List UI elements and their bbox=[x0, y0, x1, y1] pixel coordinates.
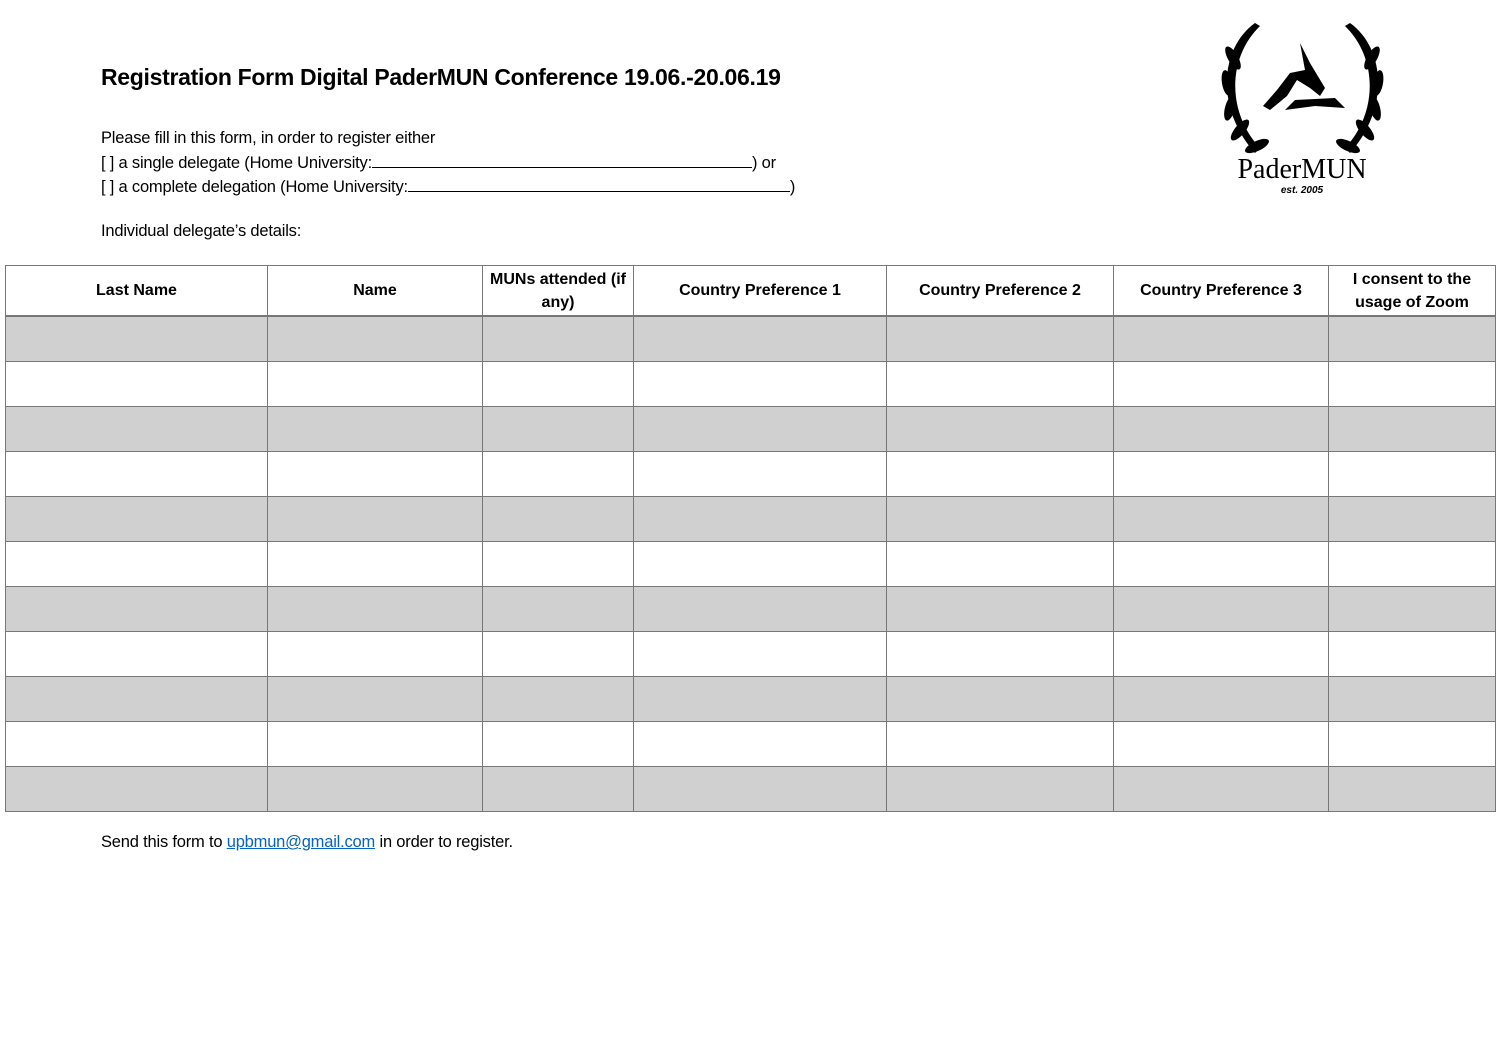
table-row bbox=[6, 497, 1496, 542]
footer-suffix: in order to register. bbox=[375, 833, 513, 851]
table-cell[interactable] bbox=[6, 316, 268, 362]
table-cell[interactable] bbox=[268, 677, 483, 722]
details-label: Individual delegate’s details: bbox=[101, 222, 302, 240]
table-cell[interactable] bbox=[6, 362, 268, 407]
single-delegate-option bbox=[101, 151, 795, 176]
table-cell[interactable] bbox=[887, 722, 1114, 767]
table-cell[interactable] bbox=[6, 497, 268, 542]
table-cell[interactable] bbox=[1329, 497, 1496, 542]
email-link[interactable]: upbmun@gmail.com bbox=[226, 833, 376, 851]
table-cell[interactable] bbox=[1114, 407, 1329, 452]
header-country-pref-2: Country Preference 2 bbox=[887, 266, 1114, 317]
table-cell[interactable] bbox=[1114, 677, 1329, 722]
table-cell[interactable] bbox=[887, 677, 1114, 722]
header-country-pref-3: Country Preference 3 bbox=[1114, 266, 1329, 317]
table-cell[interactable] bbox=[268, 542, 483, 587]
table-cell[interactable] bbox=[483, 452, 634, 497]
table-cell[interactable] bbox=[1114, 452, 1329, 497]
intro-text: Please fill in this form, in order to register either bbox=[101, 129, 436, 147]
table-cell[interactable] bbox=[483, 316, 634, 362]
table-cell[interactable] bbox=[1329, 677, 1496, 722]
table-cell[interactable] bbox=[483, 632, 634, 677]
table-cell[interactable] bbox=[1114, 316, 1329, 362]
table-cell[interactable] bbox=[6, 632, 268, 677]
table-cell[interactable] bbox=[634, 587, 887, 632]
table-cell[interactable] bbox=[1329, 542, 1496, 587]
table-cell[interactable] bbox=[268, 452, 483, 497]
table-cell[interactable] bbox=[1114, 497, 1329, 542]
table-cell[interactable] bbox=[887, 587, 1114, 632]
table-cell[interactable] bbox=[268, 722, 483, 767]
padermun-logo bbox=[1215, 18, 1390, 198]
delegation-university-field[interactable] bbox=[408, 175, 790, 192]
table-cell[interactable] bbox=[268, 316, 483, 362]
header-zoom-consent: I consent to the usage of Zoom bbox=[1329, 266, 1496, 317]
table-cell[interactable] bbox=[887, 767, 1114, 812]
figures-icon bbox=[1263, 43, 1345, 110]
table-cell[interactable] bbox=[483, 407, 634, 452]
table-row bbox=[6, 407, 1496, 452]
delegate-table bbox=[5, 265, 1496, 812]
table-cell[interactable] bbox=[268, 497, 483, 542]
table-cell[interactable] bbox=[1114, 362, 1329, 407]
table-row bbox=[6, 722, 1496, 767]
table-cell[interactable] bbox=[483, 542, 634, 587]
table-cell[interactable] bbox=[483, 677, 634, 722]
svg-text:PaderMUN: PaderMUN bbox=[1237, 154, 1367, 185]
table-row bbox=[6, 632, 1496, 677]
single-delegate-label: [ ] a single delegate (Home University: bbox=[101, 153, 372, 172]
single-suffix: ) or bbox=[752, 153, 776, 172]
table-cell[interactable] bbox=[268, 362, 483, 407]
table-cell[interactable] bbox=[268, 407, 483, 452]
table-cell[interactable] bbox=[6, 587, 268, 632]
table-cell[interactable] bbox=[634, 362, 887, 407]
table-cell[interactable] bbox=[1329, 722, 1496, 767]
table-cell[interactable] bbox=[887, 407, 1114, 452]
footer-prefix: Send this form to bbox=[101, 833, 227, 851]
table-cell[interactable] bbox=[634, 407, 887, 452]
table-row bbox=[6, 677, 1496, 722]
table-cell[interactable] bbox=[6, 452, 268, 497]
footer-note bbox=[101, 833, 513, 852]
table-cell[interactable] bbox=[634, 632, 887, 677]
table-cell[interactable] bbox=[634, 497, 887, 542]
table-cell[interactable] bbox=[268, 587, 483, 632]
table-cell[interactable] bbox=[634, 677, 887, 722]
table-row bbox=[6, 362, 1496, 407]
delegation-suffix: ) bbox=[789, 178, 796, 196]
table-cell[interactable] bbox=[1114, 542, 1329, 587]
table-cell[interactable] bbox=[1114, 587, 1329, 632]
table-cell[interactable] bbox=[483, 767, 634, 812]
registration-intro bbox=[101, 127, 795, 200]
header-muns-attended: MUNs attended (if any) bbox=[483, 266, 634, 317]
laurel-right-icon bbox=[1334, 23, 1385, 156]
laurel-left-icon bbox=[1220, 23, 1271, 156]
table-cell[interactable] bbox=[6, 767, 268, 812]
delegation-option bbox=[101, 175, 795, 200]
table-row bbox=[6, 542, 1496, 587]
page-title: Registration Form Digital PaderMUN Conference 19.06.-20.06.19 bbox=[101, 64, 781, 90]
single-university-field[interactable] bbox=[372, 151, 752, 168]
table-cell[interactable] bbox=[1329, 452, 1496, 497]
header-country-pref-1: Country Preference 1 bbox=[634, 266, 887, 317]
table-cell[interactable] bbox=[887, 542, 1114, 587]
table-cell[interactable] bbox=[483, 497, 634, 542]
table-cell[interactable] bbox=[887, 452, 1114, 497]
table-cell[interactable] bbox=[887, 316, 1114, 362]
table-cell[interactable] bbox=[6, 677, 268, 722]
table-cell[interactable] bbox=[483, 722, 634, 767]
table-cell[interactable] bbox=[483, 587, 634, 632]
table-cell[interactable] bbox=[6, 722, 268, 767]
table-cell[interactable] bbox=[1329, 407, 1496, 452]
table-cell[interactable] bbox=[887, 497, 1114, 542]
table-row bbox=[6, 767, 1496, 812]
table-cell[interactable] bbox=[1329, 767, 1496, 812]
table-cell[interactable] bbox=[1114, 767, 1329, 812]
table-cell[interactable] bbox=[634, 722, 887, 767]
table-cell[interactable] bbox=[1114, 722, 1329, 767]
header-name: Name bbox=[268, 266, 483, 317]
table-cell[interactable] bbox=[1329, 316, 1496, 362]
table-cell[interactable] bbox=[634, 452, 887, 497]
table-cell[interactable] bbox=[887, 362, 1114, 407]
table-cell[interactable] bbox=[634, 316, 887, 362]
table-cell[interactable] bbox=[1329, 362, 1496, 407]
header-last-name: Last Name bbox=[6, 266, 268, 317]
table-cell[interactable] bbox=[887, 632, 1114, 677]
table-cell[interactable] bbox=[634, 767, 887, 812]
table-cell[interactable] bbox=[483, 362, 634, 407]
table-row bbox=[6, 587, 1496, 632]
table-cell[interactable] bbox=[1329, 587, 1496, 632]
table-header-row bbox=[6, 266, 1496, 317]
table-cell[interactable] bbox=[268, 767, 483, 812]
svg-text:est. 2005: est. 2005 bbox=[1280, 185, 1324, 196]
delegation-label: [ ] a complete delegation (Home University: bbox=[101, 178, 408, 196]
table-cell[interactable] bbox=[1114, 632, 1329, 677]
table-cell[interactable] bbox=[634, 542, 887, 587]
table-cell[interactable] bbox=[6, 407, 268, 452]
table-row bbox=[6, 316, 1496, 362]
table-cell[interactable] bbox=[6, 542, 268, 587]
table-row bbox=[6, 452, 1496, 497]
table-cell[interactable] bbox=[268, 632, 483, 677]
table-cell[interactable] bbox=[1329, 632, 1496, 677]
